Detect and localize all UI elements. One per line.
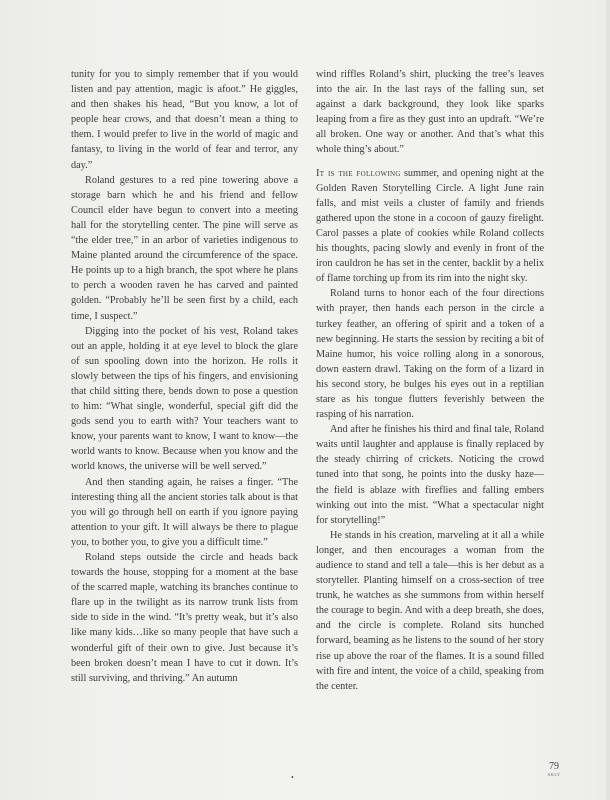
page-number-sublabel: SKLT: [547, 772, 561, 777]
page-edge-shadow: [606, 0, 610, 800]
right-paragraph-4: And after he finishes his third and final tale, Roland waits until laughter and applause is finally replaced by the steady chirring of crickets. Noticing the crowd tuned into that song, he points into the dusky haze—the field is ablaze with fireflies and falling embers winking out into the mist. “What a spectacular night for storytelling!”: [316, 424, 544, 526]
left-paragraph-1: tunity for you to simply remember that if you would listen and pay attention, magic is afoot.” He giggles, and then shakes his head, “But you know, a lot of people hear crows, and that doesn’t mean a thing to them. I would prefer to live in the world of magic and fantasy, to living in the world of fear and terror, any day.”: [71, 69, 298, 171]
right-paragraph-2: [316, 166, 544, 287]
section-lead-rest: summer, and opening night at the Golden Raven Storytelling Circle. A light June rain falls, and mist veils a cluster of family and friends gathered upon the stone in a cocoon of gauzy firelight. Carol passes a plate of cookies while Roland collects his thoughts, pacing slowly and evenly in front of the iron cauldron he has set in the center, backlit by a helix of flame torching up from its rim into the night sky.: [316, 167, 544, 285]
left-paragraph-3: Digging into the pocket of his vest, Roland takes out an apple, holding it at eye level to block the glare of sun spooling down into the horizon. He rolls it slowly between the tips of his fingers, and envisioning that child sitting there, bends down to pose a question to him: “What single, wonderful, special gift did the gods send you to earth with? Your teachers want to know, your parents want to know, I want to know—the world wants to know. Because when you know and the world knows, the universe will be well served.”: [71, 325, 298, 473]
right-paragraph-5: He stands in his creation, marveling at it all a while longer, and then encourages a woman from the audience to stand and tell a tale—this is her debut as a storyteller. Planting himself on a cross-section of tree trunk, he watches as she summons from within herself the courage to begin. And with a deep breath, she does, and the circle is complete. Roland sits hunched forward, beaming as he listens to the sound of her story rise up above the roar of the flames. It is a sound filled with fire and intent, the voice of a child, speaking from the center.: [316, 529, 544, 692]
page-folio: [542, 762, 566, 778]
right-paragraph-3: Roland turns to honor each of the four directions with prayer, then hands each person in the circle a turkey feather, an offering of spirit and a token of a new beginning. He starts the session by reciting a bit of Maine humor, his voice rolling along in a sonorous, down eastern drawl. Taking on the form of a lizard in his second story, he bulges his eyes out in a reptilian stare as his tongue flutters feverishly between the rasping of his narration.: [316, 288, 544, 421]
page-number: 79: [549, 761, 559, 772]
left-paragraph-5: Roland steps outside the circle and heads back towards the house, stopping for a moment at the base of the scarred maple, watching its branches continue to flare up in the twilight as its narrow trunk lists from side to side in the wind. “It’s pretty weak, but it’s also like many kids…like so many people that have such a wonderful gift of their own to give. Just because it’s been broken doesn’t mean I have to cut it down. It’s still surviving, and thriving.” An autumn: [71, 552, 298, 684]
left-paragraph-2: Roland gestures to a red pine towering above a storage barn which he and his friend and fellow Council elder have begun to convert into a meeting hall for the storytelling center. The pine will serve as “the elder tree,” in an arbor of varieties indigenous to Maine planted around the circumference of the space. He points up to a high branch, the spot where he plans to perch a wooden raven he has carved and painted golden. “Probably he’ll be seen first by a child, each time, I suspect.”: [71, 174, 298, 322]
left-column: [71, 67, 298, 686]
left-paragraph-4: And then standing again, he raises a finger. “The interesting thing all the ancient stories talk about is that you will go through hell on earth if you ignore paying attention to your gift. It will always be there to plague you, to bother you, to give you a difficult time.”: [71, 476, 298, 548]
right-column: [316, 67, 544, 694]
section-lead-in: It is the following: [316, 167, 401, 179]
right-paragraph-1: wind riffles Roland’s shirt, plucking the tree’s leaves into the air. In the last rays of the falling sun, set against a dark background, they look like sparks leaping from a fire as they gust into an updraft. “We’re all broken. One way or another. And that’s what this whole thing’s about.”: [316, 69, 544, 156]
footer-bullet: •: [291, 773, 294, 782]
